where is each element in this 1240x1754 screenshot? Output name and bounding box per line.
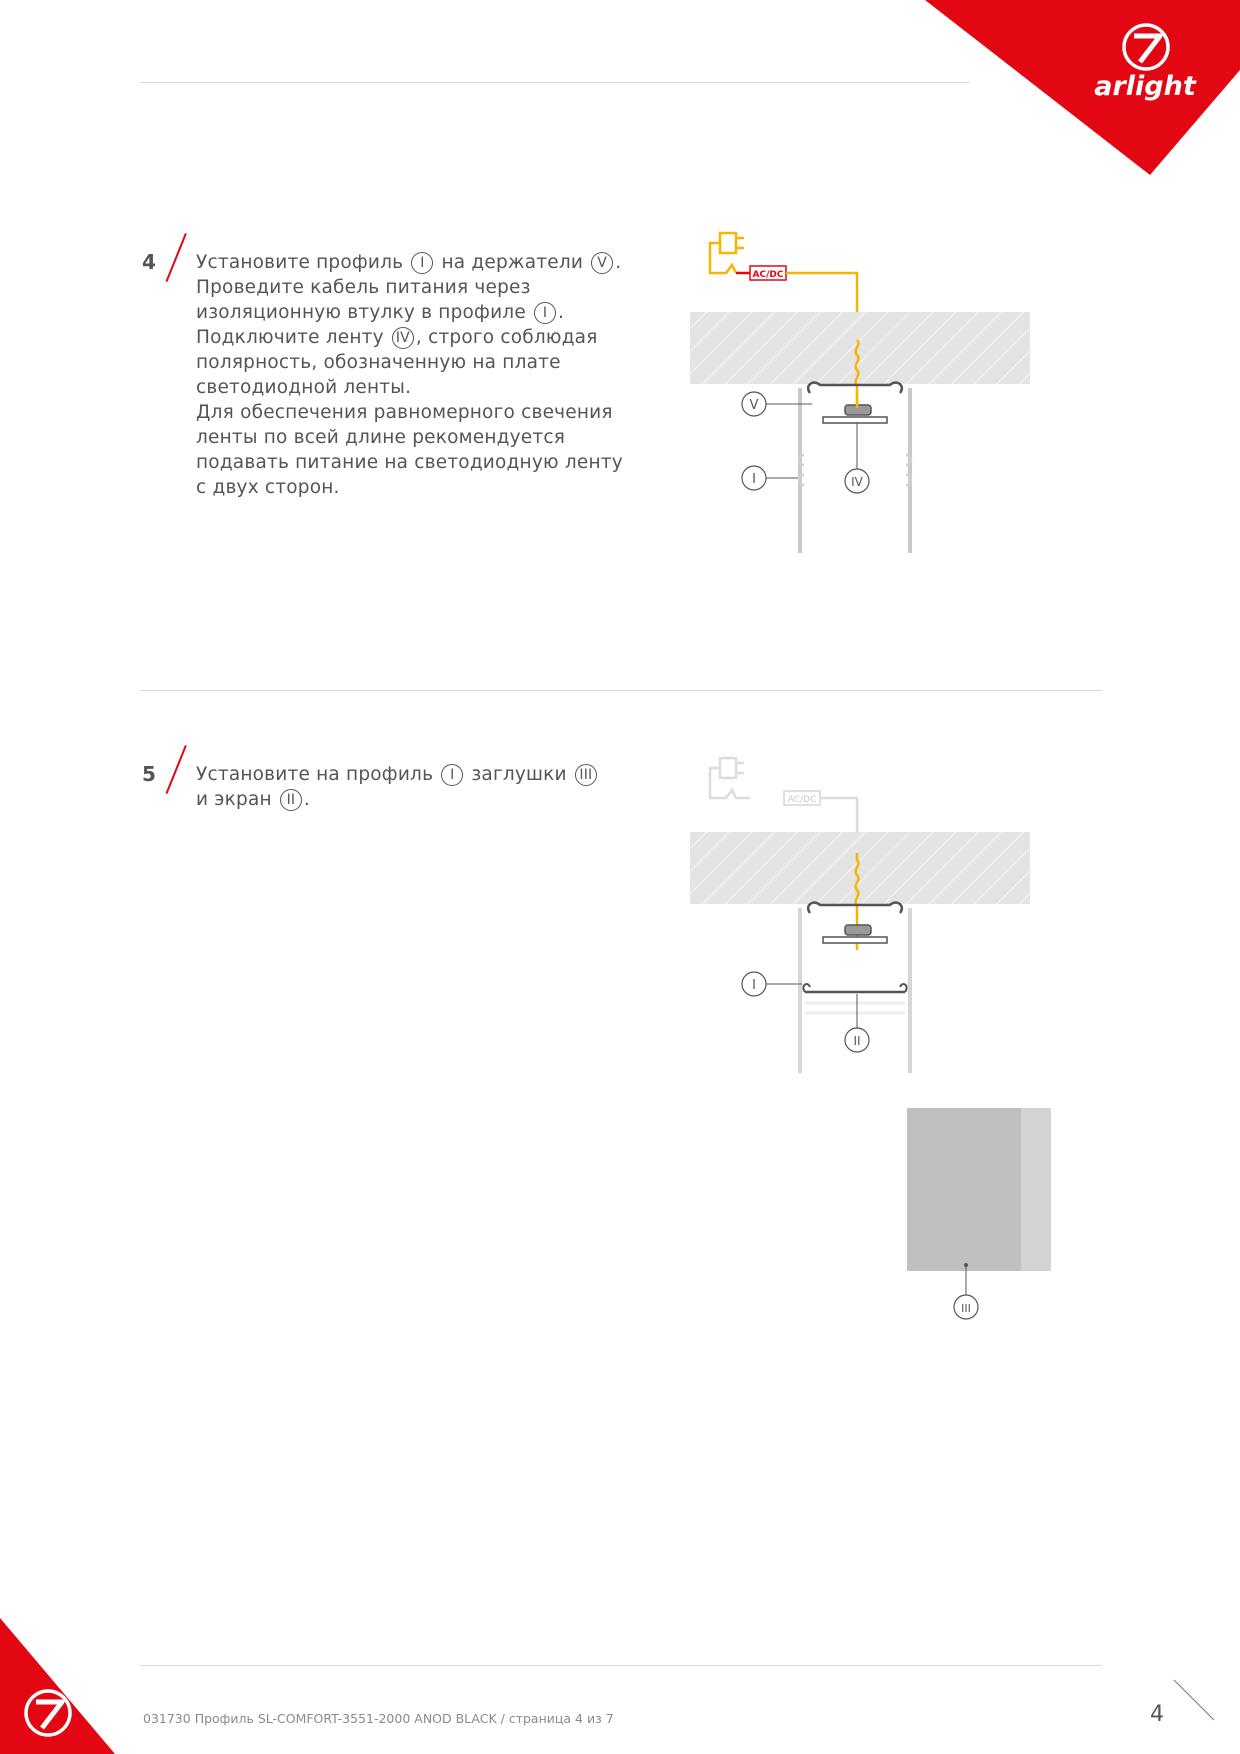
ref-holder-marker: V	[591, 252, 613, 274]
holder-clip	[808, 383, 902, 393]
step-4-line-5: полярность, обозначенную на плате	[196, 352, 561, 373]
step-4-line-9: подавать питание на светодиодную ленту	[196, 452, 623, 473]
text: изоляционную втулку в профиле	[196, 302, 526, 323]
callout-profile-label: I	[752, 472, 756, 487]
top-divider	[140, 82, 970, 83]
ref-strip-marker: IV	[392, 327, 414, 349]
section-divider	[140, 690, 1102, 691]
ref-profile-marker: I	[441, 764, 463, 786]
text: .	[615, 252, 622, 273]
step-5-diagram	[680, 745, 1040, 1315]
holder-clip	[808, 903, 902, 913]
text: .	[303, 789, 310, 810]
footer-document-info: 031730 Профиль SL-COMFORT-3551-2000 ANOD BLACK / страница 4 из 7	[143, 1711, 614, 1726]
ref-profile-marker: I	[411, 252, 433, 274]
step-5-number: 5	[142, 762, 156, 786]
strip-base	[823, 937, 887, 943]
callout-endcap-label: III	[961, 1302, 971, 1315]
ceiling-slab	[690, 312, 1030, 384]
psu-label: AC/DC	[752, 270, 784, 280]
callout-holder-label: V	[749, 398, 759, 413]
power-plug-icon	[710, 233, 744, 273]
step-4-slash	[166, 233, 187, 282]
text: Установите профиль	[196, 252, 404, 273]
step-5-line-2	[196, 787, 599, 812]
step-4-number: 4	[142, 250, 156, 274]
step-4-instructions	[196, 250, 623, 500]
step-5-line-1	[196, 762, 599, 787]
logo-corner	[0, 0, 1240, 180]
page-number-slash	[1170, 1676, 1220, 1726]
led-strip	[845, 925, 871, 935]
text: заглушки	[471, 764, 567, 785]
ref-profile-marker: I	[534, 302, 556, 324]
step-4-line-1	[196, 250, 623, 275]
brand-logo-text: arlight	[1094, 71, 1196, 102]
text: на держатели	[441, 252, 584, 273]
step-4-line-4	[196, 325, 623, 350]
power-plug-icon	[710, 758, 750, 798]
step-5-slash	[166, 745, 187, 794]
footer-logo-corner	[0, 1610, 130, 1754]
text: и экран	[196, 789, 272, 810]
ceiling-slab	[690, 832, 1030, 904]
callout-dot	[964, 1263, 968, 1267]
text: .	[558, 302, 565, 323]
step-4-line-6: светодиодной ленты.	[196, 377, 412, 398]
ref-screen-marker: II	[280, 789, 302, 811]
text: , строго соблюдая	[415, 327, 598, 348]
strip-base	[823, 417, 887, 423]
step-5-instructions	[196, 762, 599, 812]
endcap	[907, 1108, 1021, 1271]
psu-label: AC/DC	[787, 795, 817, 805]
ref-endcap-marker: III	[575, 764, 597, 786]
callout-screen-label: II	[853, 1034, 861, 1048]
callout-profile-label: I	[752, 978, 756, 993]
step-4-line-7: Для обеспечения равномерного свечения	[196, 402, 613, 423]
step-4-line-10: с двух сторон.	[196, 477, 340, 498]
endcap-layer-2b	[1021, 1108, 1051, 1271]
text: Подключите ленту	[196, 327, 384, 348]
callout-strip-label: IV	[851, 475, 863, 489]
screen-ghost-lines	[805, 1003, 905, 1013]
step-4-line-2: Проведите кабель питания через	[196, 277, 531, 298]
step-4-line-8: ленты по всей длине рекомендуется	[196, 427, 566, 448]
step-4-line-3	[196, 300, 623, 325]
cable-sleeve	[856, 340, 859, 385]
footer-divider	[140, 1665, 1102, 1666]
text: Установите на профиль	[196, 764, 434, 785]
page-number: 4	[1150, 1702, 1164, 1727]
step-4-diagram	[680, 225, 1040, 560]
